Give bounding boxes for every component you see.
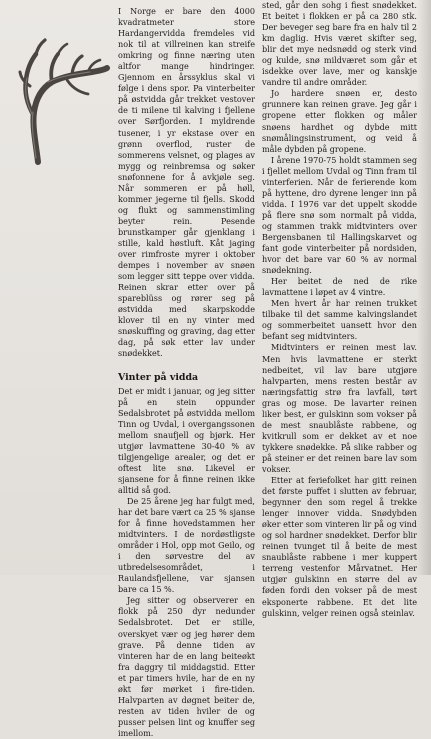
paragraph: I årene 1970-75 holdt stammen seg i fjellet mellom Uvdal og Tinn fram til vinterferien. Når de ferierende kom på hyttene, dro dyrene lenger inn på vidda. I 1976 var det uppelt skodde på flere snø som normalt på vidda, og stammen trakk midtvinters over Bergensbanen til Hallingskarvet og fant gode vinterbeiter på nordsiden, hvor det bare var 60 % av normal snødekning.: [262, 154, 417, 276]
paragraph: Her beitet de ned de rike lavmattene i løpet av 4 vintre.: [262, 276, 417, 298]
paragraph: sted, går den sohg i fiest snødekket. Et beitet i flokken er på ca 280 stk. Der beveger seg bare fra en halv til 2 km daglig. Hvis været skifter seg, blir det mye nedsnødd og sterk vind og kulde, snø mildværet som går et isdekke over lave, mer og kanskje vandre til andre områder.: [262, 0, 417, 88]
page-edge-shadow: [417, 0, 431, 575]
paragraph: Men hvert år har reinen trukket tilbake til det samme kalvingslandet og sommerbeitet uansett hvor den befant seg midtvinters.: [262, 298, 417, 342]
intro-paragraph: I Norge er bare den 4000 kvadratmeter store Hardangervidda fremdeles vid nok til at villreinen kan streife omkring og finne næring uten altfor mange hindringer. Gjennom en årssyklus skal vi følge i dens spor. Pa vinterbeiter på østvidda går trekket vestover de ti milene til kalving i fjellene over Sørfjorden. I myldrende tusener, i yr ekstase over en grønn overflod, ruster de sommerens velsnet, og plages av mygg og reinbremsa og søker snøfonnene for å avkjøle seg. Når sommeren er på høll, kommer jegerne til fjells. Skodd og flukt og sammenstimling beyter rein. Pesende brunstkamper går gjenklang i stille, kald høstluft. Kåt jaging over rimfroste myrer i oktober dempes i november av snøen som legger sitt teppe over vidda. Reinen skrar etter over på spareblüss og rører seg på østvidda med skarpskodde klover til en ny vinter med snøskuffing og graving, dag etter dag, på søk etter lav under snødekket.: [118, 6, 255, 359]
text-column-middle: [118, 6, 255, 739]
paragraph: Jo hardere snøen er, desto grunnere kan reinen grave. Jeg går i gropene etter flokken og måler snøens hardhet og dybde mitt snømålingsinstrument, og veid å måle dybden på gropene.: [262, 88, 417, 154]
paragraph: Etter at feriefolket har gitt reinen det første puffet i slutten av februar, begynner den som regel å trekke lenger innover vidda. Snødybden øker etter som vinteren lir på og vind og sol hardner snødekket. Derfor blir reinen tvunget til å beite de mest snaublåste rabbene i mer kuppert terreng vestenfor Mårvatnet. Her utgjør gulskinn en større del av føden fordi den vokser på de mest eksponerte rabbene. Et det lite gulskinn, velger reinen også steinlav.: [262, 475, 417, 618]
paragraph: Jeg sitter og observerer en flokk på 250 dyr nedunder Sedalsbrotet. Det er stille, overskyet vær og jeg hører dem grave. På denne tiden av vinteren har de en lang beiteøkt fra daggry til middagstid. Etter et par timers hvile, har de en ny økt før mørket i fire-tiden. Halvparten av døgnet beiter de, resten av tiden hviler de og pusser pelsen lint og knuffer seg imellom.: [118, 595, 255, 738]
paragraph: Midtvinters er reinen mest lav. Men hvis lavmattene er sterkt nedbeitet, vil lav bare utgjøre halvparten, mens resten består av næringsfattig strø fra lavfall, tørt gras og mose. De lavarter reinen liker best, er gulskinn som vokser på de mest snaublåste rabbene, og kvitkrull som er dekket av et noe tykkere snødekke. På slike rabber og på steiner er det reinen bare lav som vokser.: [262, 342, 417, 474]
section-heading: Vinter på vidda: [118, 371, 199, 383]
paragraph: Det er midt i januar, og jeg sitter på en stein oppunder Sedalsbrotet på østvidda mellom Tinn og Uvdal, i overgangssonen mellom snaufjell og bjørk. Her utgjør lavmattene 30-40 % av tilgjengelige arealer, og det er oftest lite snø. Likevel er sjansene for å finne reinen ikke alltid så god.: [118, 385, 255, 495]
text-column-right: [262, 0, 417, 619]
antler-icon: [18, 34, 110, 166]
paragraph: De 25 årene jeg har fulgt med, har det bare vært ca 25 % sjanse for å finne hovedstammen her midtvinters. I de nordøstligste områder i Hol, opp mot Geilo, og i den sørvestre del av utbredelsesområdet, i Raulandsfjellene, var sjansen bare ca 15 %.: [118, 495, 255, 595]
